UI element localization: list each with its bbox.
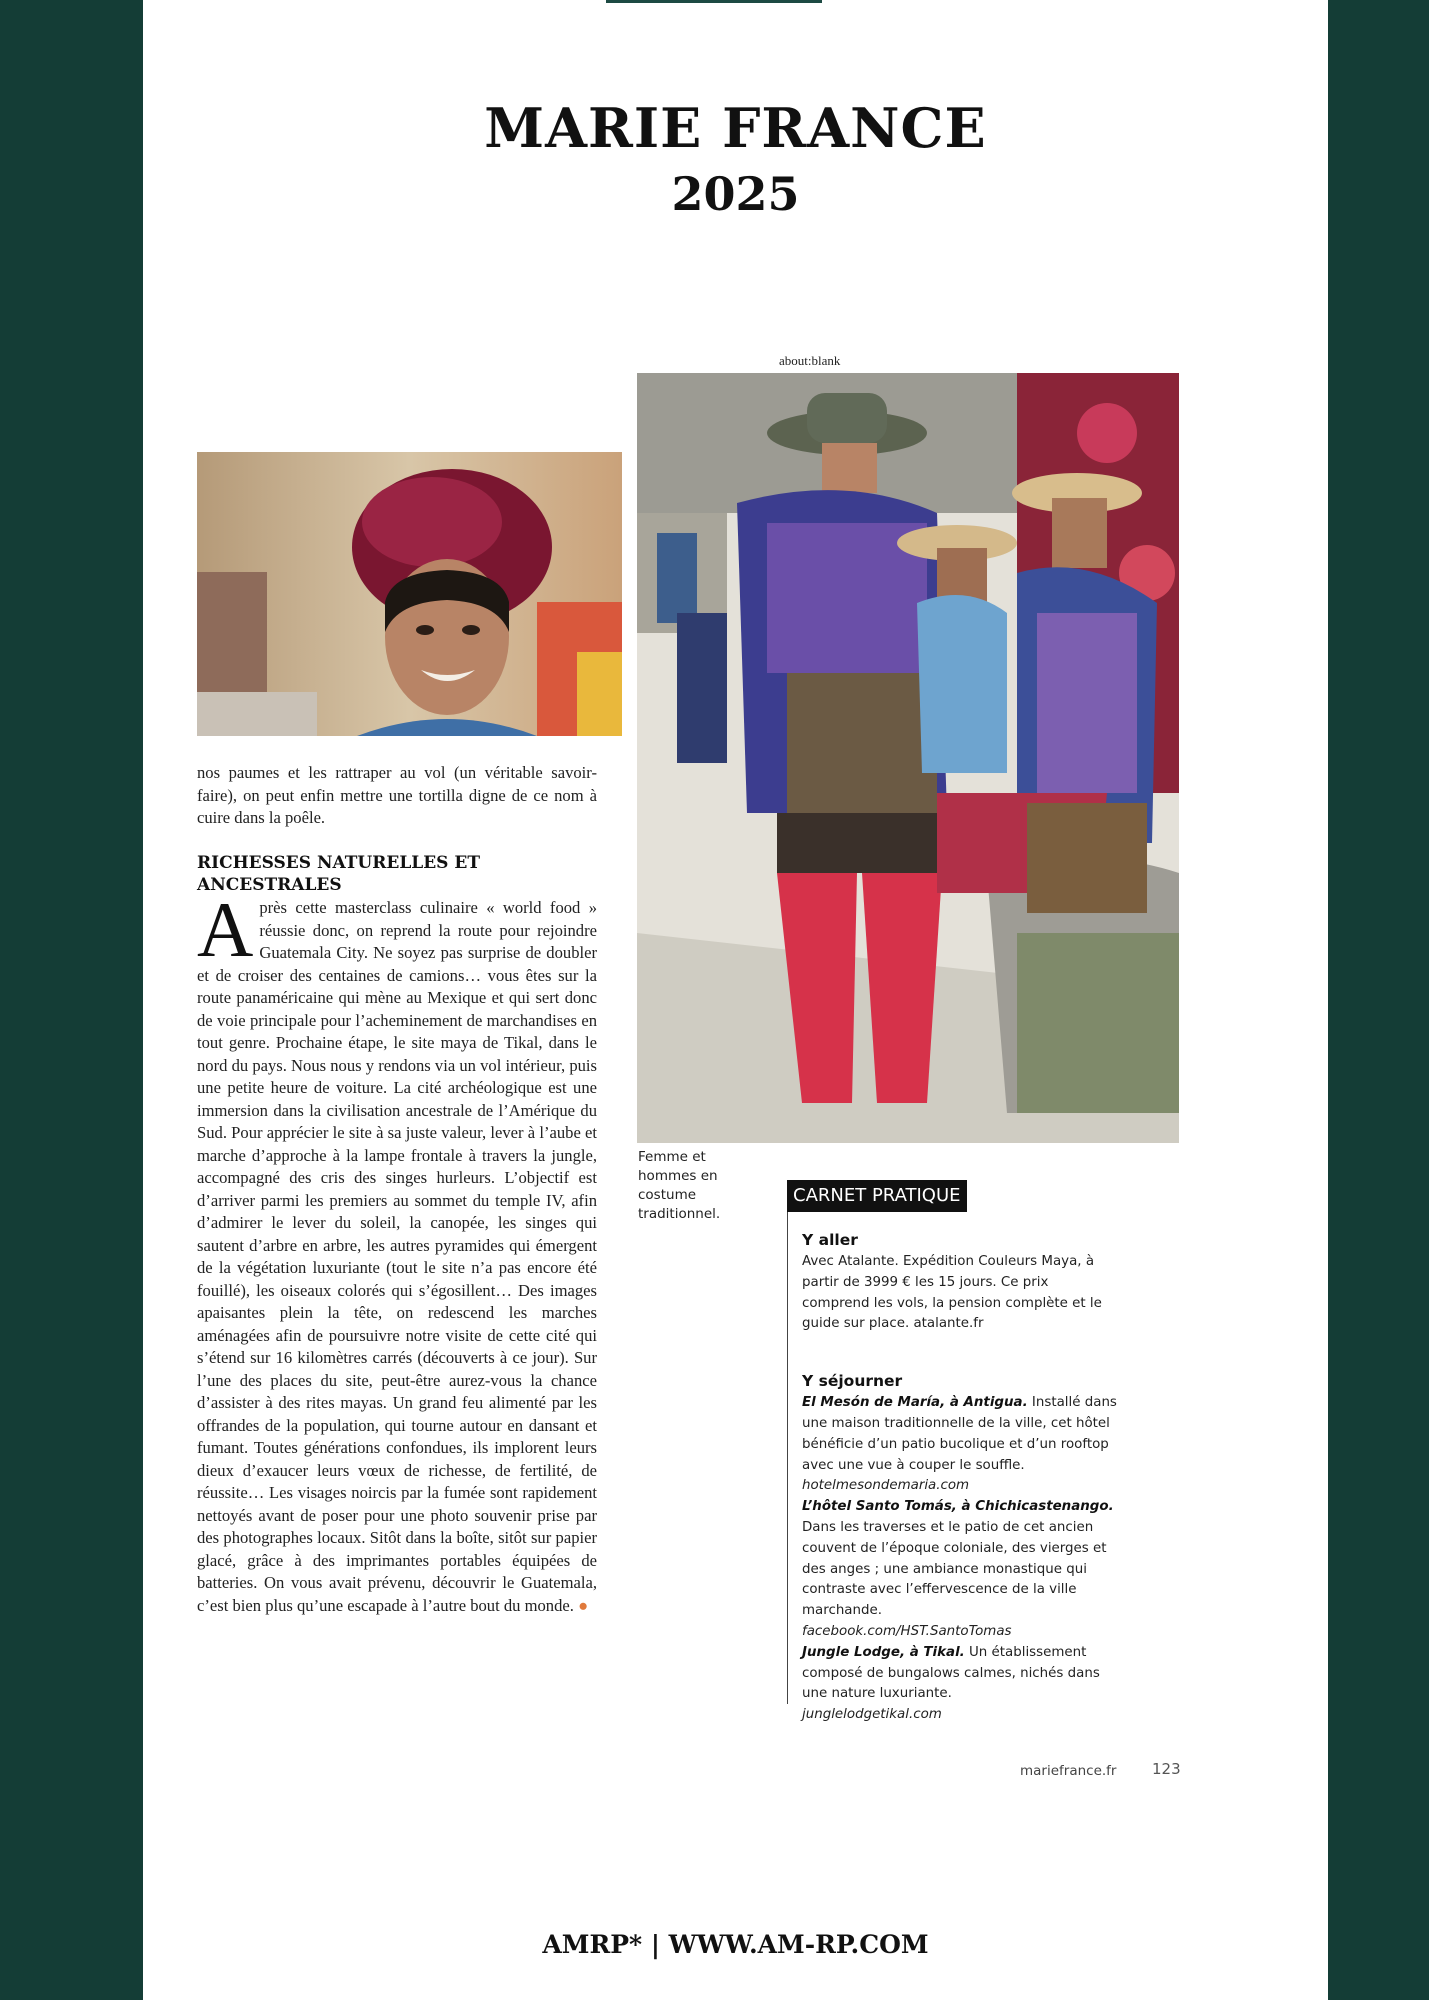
hotel-entry (802, 1643, 1120, 1705)
browser-label: about:blank (779, 353, 841, 368)
credit-line: AMRP* | WWW.AM-RP.COM (542, 1930, 929, 1959)
hotel-url: facebook.com/HST.SantoTomas (802, 1623, 1012, 1639)
article-body-text: près cette masterclass culinaire « world food » réussie donc, on reprend la route pour rejoindre Guatemala City. Ne soyez pas surprise de doubler et de croiser des centaines de camions… vous êtes sur la route panaméricaine qui mène au Mexique et qui sert donc de voie principale pour l’acheminement de marchandises en tout genre. Prochaine étape, le site maya de Tikal, dans le nord du pays. Nous nous y rendons via un vol intérieur, puis une petite heure de voiture. La cité archéologique est une immersion dans la civilisation ancestrale de l’Amérique du Sud. Pour apprécier le site à sa juste valeur, lever à l’aube et marche d’approche à la lampe frontale à travers la jungle, accompagné des cris des singes hurleurs. L’objectif est d’arriver parmi les premiers au sommet du temple IV, afin d’admirer le lever du soleil, la canopée, les singes qui sautent d’arbre en arbre, les autres pyramides qui émergent de la végétation luxuriante (tout le site n’a pas encore été fouillé), les oiseaux colorés qui s’égosillent… Des images apaisantes plein la tête, on redescend les marches aménagées afin de poursuivre notre visite de cette cité qui s’étend sur 16 kilomètres carrés (découverts à ce jour). Sur l’une des places du site, peut-être aurez-vous la chance d’assister à des rites mayas. Un grand feu alimenté par les offrandes de la population, qui tourne autour en dansant et fumant. Toutes générations confondues, ils implorent leurs dieux d’exaucer leurs vœux de richesse, de fertilité, de réussite… Les visages noircis par la fumée sont rapidement nettoyés avant de poser pour une photo souvenir prise par des photographes locaux. Sitôt dans la boîte, sitôt sur papier glacé, grâce à des imprimantes portables équipées de batteries. On vous avait prévenu, découvrir le Guatemala, c’est bien plus qu’une escapade à l’autre bout du monde. (197, 898, 597, 1615)
hotel-entry (802, 1393, 1120, 1476)
hotel-url: hotelmesondemaria.com (802, 1478, 970, 1494)
hotel-name: El Mesón de María, à Antigua. (802, 1395, 1028, 1411)
article-intro-paragraph: nos paumes et les rattraper au vol (un véritable savoir-faire), on peut enfin mettre une tortilla digne de ce nom à cuire dans la poêle. (197, 763, 597, 827)
hotel-description: Un établissement composé de bungalows calmes, nichés dans une nature luxuriante. (802, 1644, 1100, 1702)
hotel-name: Jungle Lodge, à Tikal. (802, 1644, 965, 1660)
magazine-page (143, 0, 1328, 2000)
woman-portrait-photo (197, 452, 622, 736)
section-title: RICHESSES NATURELLES ET ANCESTRALES (197, 853, 480, 895)
men-traditional-costume-photo (637, 373, 1179, 1143)
y-aller-text: Avec Atalante. Expédition Couleurs Maya, à partir de 3999 € les 15 jours. Ce prix comprend les vols, la pension complète et le guide sur place. atalante.fr (802, 1254, 1102, 1332)
top-rule (606, 0, 822, 3)
page-number: 123 (1152, 1760, 1181, 1778)
hotel-name: L’hôtel Santo Tomás, à Chichicastenango. (802, 1499, 1114, 1515)
photo-caption: Femme et hommes en costume traditionnel. (638, 1149, 721, 1222)
hotel-description: Dans les traverses et le patio de cet ancien couvent de l’époque coloniale, des vierges et des anges ; une ambiance monastique qui contraste avec l’effervescence de la ville marchande. (802, 1519, 1107, 1619)
hotel-url: junglelodgetikal.com (802, 1707, 942, 1723)
article-main-paragraph (197, 886, 597, 1617)
carnet-pratique-box (787, 1212, 1120, 1723)
publication-year: 2025 (671, 167, 800, 221)
hotel-entry (802, 1497, 1120, 1622)
drop-cap: A (197, 886, 254, 973)
end-mark-dot: ● (578, 1595, 589, 1615)
y-aller-heading: Y aller (802, 1231, 858, 1249)
hotel-description: Installé dans une maison traditionnelle de la ville, cet hôtel bénéficie d’un patio bucolique et d’un rooftop avec une vue à couper le souffle. (802, 1395, 1117, 1473)
publication-title: MARIE FRANCE (484, 96, 987, 160)
footer-site: mariefrance.fr (1020, 1763, 1117, 1779)
carnet-pratique-label: CARNET PRATIQUE (787, 1180, 967, 1212)
y-sejourner-heading: Y séjourner (802, 1372, 903, 1391)
